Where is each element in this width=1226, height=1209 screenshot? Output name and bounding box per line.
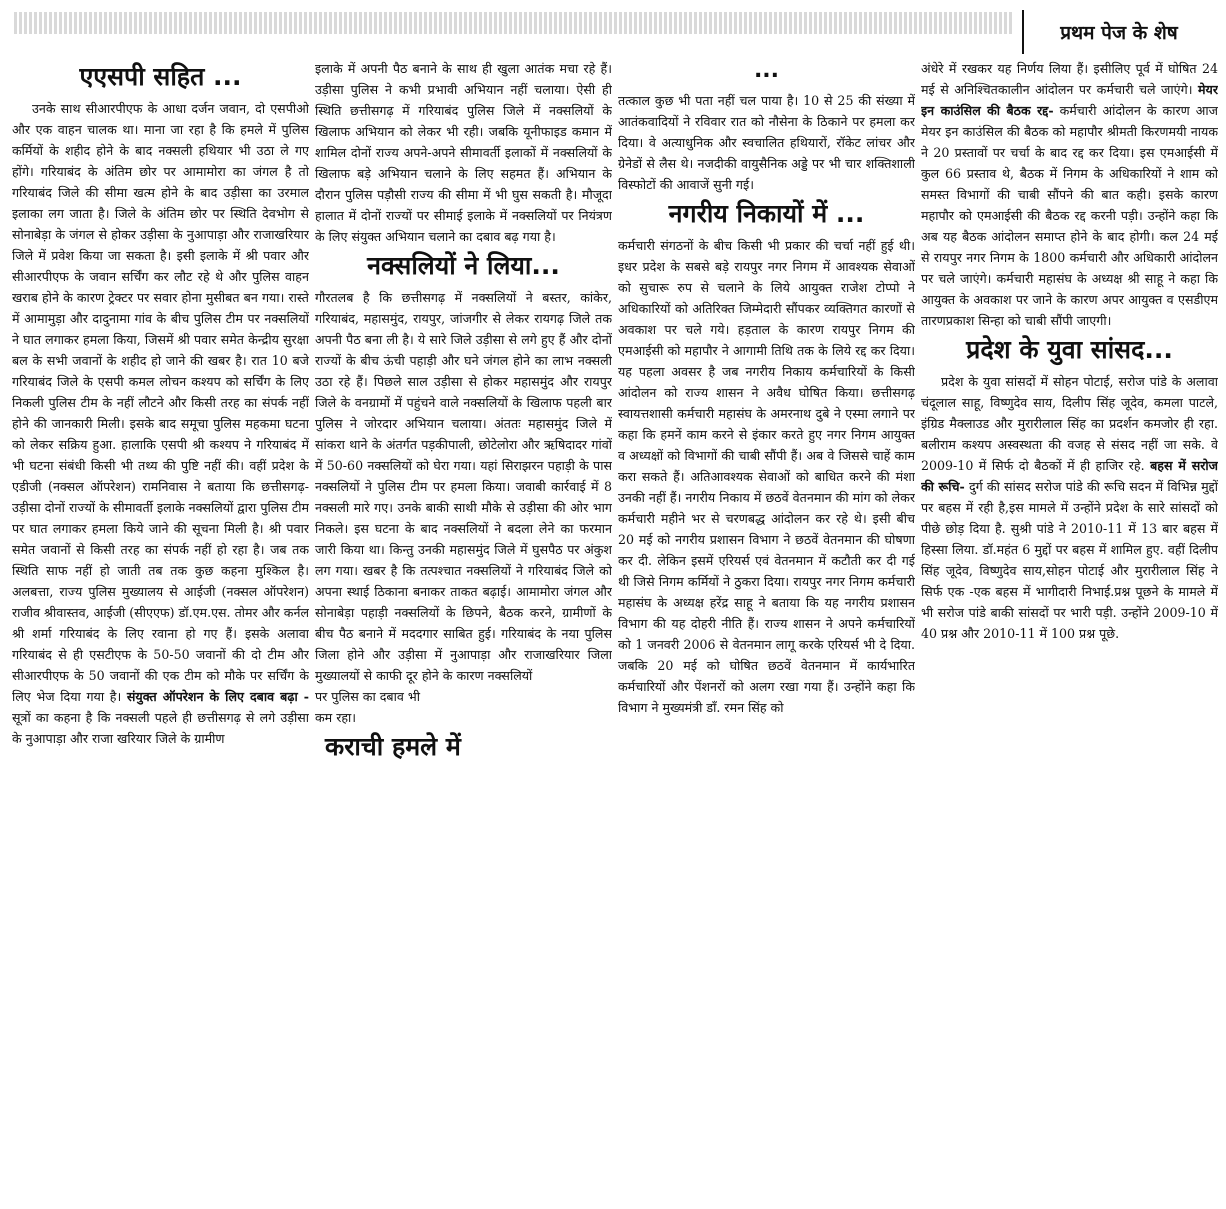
heading-pradesh-yuva-sansad: प्रदेश के युवा सांसद...	[966, 335, 1173, 364]
header-rule	[14, 12, 1014, 34]
article-nikay-body: कर्मचारी संगठनों के बीच किसी भी प्रकार की चर्चा नहीं हुई थी। इधर प्रदेश के सबसे बड़े रायपुर नगर निगम में आवश्यक सेवाओं को सुचारू रुप से चलाने के लिये आयुक्त राजेश टोप्पो ने अधिकारियों को अतिरिक्त जिम्मेदारी सौंपकर व्यक्तिगत कारणों से अवकाश पर चले गये। हड़ताल के कारण रायपुर निगम की एमआईसी को महापौर ने आगामी तिथि तक के लिये रद्द कर दिया। यह पहला अवसर है जब नगरीय निकाय कर्मचारियों के किसी आंदोलन को राज्य शासन ने अवैध घोषित किया। छत्तीसगढ़ स्वायत्तशासी कर्मचारी महासंघ के अमरनाथ दुबे ने एस्मा लगाने पर कहा कि हमनें काम करने से इंकार करते हुए नगर निगम आयुक्त व अध्यक्षों को विभागों की चाबी सौंपी हैं। अब वे जिससे चाहें काम करा सकते हैं। अतिआवश्यक सेवाओं को बाधित करने की मंशा उनकी नहीं हैं। नगरीय निकाय में छठवें वेतनमान की मांग को लेकर कर्मचारी महीने भर से चरणबद्ध आंदोलन कर रहे थे। इसी बीच 20 मई को नगरीय प्रशासन विभाग ने छठवें वेतनमान की घोषणा कर दी. लेकिन इसमें एरियर्स एवं वेतनमान में कटौती कर दी गई थी जिसे निगम कर्मियों ने ठुकरा दिया। रायपुर नगर निगम कर्मचारी महासंघ के अध्यक्ष हरेंद्र साहू ने बताया कि यह नगरीय प्रशासन विभाग की यह दोहरी नीति हैं। राज्य शासन ने अपने कर्मचारियों को 1 जनवरी 2006 से वेतनमान लागू करके एरियर्स भी दे दिया. जबकि 20 मई को घोषित छठवें वेतनमान में कार्यभारित कर्मचारियों और पेंशनरों को अलग रखा गया हैं। उन्होंने कहा कि विभाग ने मुख्यमंत्री डॉं. रमन सिंह को	[618, 238, 915, 715]
article-sansad-text-cont: दुर्ग की सांसद सरोज पांडे की रूचि सदन में विभिन्न मुद्दों पर बहस में रही है,इस मामले में उन्होंने प्रदेश के सारे सांसदों को पीछे छोड़ दिया है. सुश्री पांडे ने 2010-11 में 13 बार बहस में हिस्सा लिया. डॉ.महंत 6 मुद्दों पर बहस में शामिल हुए. वहीं दिलीप सिंह जूदेव, विष्णुदेव साय,सोहन पोटाई और मुरारीलाल सिंह ने सिर्फ एक -एक बहस में भागीदारी निभाई.प्रश्न पूछने के मामले में भी सरोज पांडे बाकी सांसदों पर भारी पड़ी. उन्होंने 2009-10 में 40 प्रश्न और 2010-11 में 100 प्रश्न पूछे.	[921, 479, 1218, 641]
heading-nagariya-nikayon: नगरीय निकायों में ...	[668, 199, 865, 228]
column-2	[315, 58, 612, 1203]
article-nikay-text: अंधेरे में रखकर यह निर्णय लिया हैं। इसीलिए पूर्व में घोषित 24 मई से अनिश्चितकालीन आंदोलन पर कर्मचारी चले जाएंगे।	[921, 61, 1218, 97]
subhead-bahas-saroj: बहस में सरोज की रूचि-	[921, 458, 1218, 494]
article-karachi-body: तत्काल कुछ भी पता नहीं चल पाया है। 10 से 25 की संख्या में आतंकवादियों ने रविवार रात को नौसेना के ठिकाने पर हमला कर दिया। वे अत्याधुनिक और स्वचालित हथियारों, रॉकेट लांचर और ग्रेनेडों से लैस थे। नजदीकी वायुसैनिक अड्डे पर भी चार शक्तिशाली विस्फोटों की आवाजें सुनी गई।	[618, 93, 915, 192]
heading-naxaliyon-ne-liya: नक्सलियों ने लिया...	[367, 251, 560, 280]
article-asp-text-cont: सूत्रों का कहना है कि नक्सली पहले ही छत्तीसगढ़ से लगे उड़ीसा के नुआपाड़ा और राजा खरियार जिले के ग्रामीण	[12, 710, 309, 746]
article-naxal-body: गौरतलब है कि छत्तीसगढ़ में नक्सलियों ने बस्तर, कांकेर, गरियाबंद, महासमुंद, रायपुर, जांजगीर से लेकर रायगढ़ जिले तक अपनी पैठ बना ली है। ये सारे जिले उड़ीसा से लगे हुए हैं और दोनों राज्यों के बीच ऊंची पहाड़ी और घने जंगल होने का लाभ नक्सली उठा रहे हैं। पिछले साल उड़ीसा से होकर महासमुंद और रायपुर जिले के वनग्रामों में पहुंचने वाले नक्सलियों के खिलाफ पहली बार पुलिस ने जोरदार अभियान चलाया। अंततः महासमुंद जिले में सांकरा थाने के अंतर्गत पड़कीपाली, छोटेलोरा और ऋषिदादर गांवों में 50-60 नक्सलियों को घेरा गया। यहां सिराझरन पहाड़ी के पास नक्सलियों ने पुलिस टीम पर हमला किया। जवाबी कार्रवाई में 8 नक्सली मारे गए। उनके बाकी साथी मौके से उड़ीसा की ओर भाग निकले। इस घटना के बाद नक्सलियों ने बदला लेने का फरमान जारी किया था। किन्तु उनकी महासमुंद जिले में घुसपैठ पर अंकुश लग गया। खबर है कि तत्पश्चात नक्सलियों ने गरियाबंद जिले को अपना स्थाई ठिकाना बनाकर ताकत बढ़ाई। आमामोरा जंगल और सोनाबेड़ा पहाड़ी नक्सलियों के छिपने, बैठक करने, ग्रामीणों के बीच पैठ बनाने में मददगार साबित हुई। गरियाबंद के नया पुलिस जिला होने और उड़ीसा में नुआपाड़ा और राजाखरियार जिला मुख्यालयों से काफी दूर होने के कारण नक्सलियों	[315, 290, 612, 683]
article-asp-text: उनके साथ सीआरपीएफ के आधा दर्जन जवान, दो एसपीओ और एक वाहन चालक था। माना जा रहा है कि हमले में पुलिस कर्मियों के शहीद होने के बाद नक्सली हथियार भी उठा ले गए होंगे। गरियाबंद के अंतिम छोर पर आमामोरा का जंगल है तो गरियाबंद जिले की सीमा खत्म होने के बाद उड़ीसा का उरमाल इलाका लग जाता है। जिले के अंतिम छोर पर स्थिति देवभोग से सोनाबेड़ा के जंगल से होकर उड़ीसा के नुआपाड़ा और राजाखरियार जिले में प्रवेश किया जा सकता है। इसी इलाके में श्री पवार और सीआरपीएफ के जवान सर्चिंग कर लौट रहे थे और पुलिस वाहन खराब होने के कारण ट्रेक्टर पर सवार होना मुसीबत बन गया। रास्ते में आमामुड़ा और दादुनामा गांव के बीच पुलिस टीम पर नक्सलियों ने घात लगाकर हमला किया, जिसमें श्री पवार समेत केन्द्रीय सुरक्षा बल के सभी जवानों के शहीद हो जाने की खबर है। रात 10 बजे गरियाबंद जिले के एसपी कमल लोचन कश्यप को सर्चिंग के लिए निकली पुलिस टीम के नहीं लौटने और किसी तरह का संपर्क नहीं होने की जानकारी मिली। इसके बाद समूचा पुलिस महकमा घटना को लेकर सक्रिय हुआ. हालाकि एसपी श्री कश्यप ने गरियाबंद में भी घटना संबंधी किसी भी तथ्य की पुष्टि नहीं की। वहीं प्रदेश के एडीजी (नक्सल ऑपरेशन) रामनिवास ने बताया कि छत्तीसगढ़-उड़ीसा दोनों राज्यों के सीमावर्ती इलाके नक्सलियों द्वारा पुलिस टीम पर घात लगाकर हमला किये जाने की सूचना मिली है। श्री पवार समेत जवानों से किसी तरह का संपर्क नहीं हो रहा है। जब तक स्थिति साफ नहीं हो जाती तब तक कुछ कहना मुश्किल है। अलबत्ता, राज्य पुलिस मुख्यालय से आईजी (नक्सल ऑपरेशन) राजीव श्रीवास्तव, आईजी (सीएएफ) डॉ.एम.एस. तोमर और कर्नल श्री शर्मा गरियाबंद के लिए रवाना हो गए हैं। इसके अलावा गरियाबंद से ही एसटीएफ के 50-50 जवानों की दो टीम और सीआरपीएफ के 50 जवानों की एक टीम को मौके पर सर्चिंग के लिए भेज दिया गया है।	[12, 101, 309, 704]
article-naxal-tail-1: पर पुलिस का दबाव भी	[315, 689, 420, 704]
article-columns	[12, 58, 1218, 1203]
column-3	[618, 58, 915, 1203]
article-naxal-tail-2: कम रहा।	[315, 710, 357, 725]
section-banner	[1022, 10, 1214, 54]
article-mayor-text: कर्मचारी आंदोलन के कारण आज मेयर इन काउंसिल की बैठक को महापौर श्रीमती किरणमयी नायक ने 20 प्रस्तावों पर चर्चा के बाद रद्द कर दिया। इस एमआईसी में कुल 66 प्रस्ताव थे, बैठक में निगम के अधिकारियों ने शाम को समस्त विभागों की चाबी सौंपने की बात कही। इसके कारण महापौर को एमआईसी की बैठक रद्द करनी पड़ी। उन्होंने कहा कि अब यह बैठक आंदोलन समाप्त होने के बाद होगी। कल 24 मई से रायपुर नगर निगम के 1800 कर्मचारी और अधिकारी आंदोलन पर चले जाएंगे। कर्मचारी महासंघ के अध्यक्ष श्री साहू ने कहा कि आयुक्त के अवकाश पर जाने के कारण अपर आयुक्त व एसडीएम तारणप्रकाश सिन्हा को चाबी सौंपी जाएगी।	[921, 103, 1218, 328]
article-nikay-continued	[921, 58, 1218, 331]
continuation-dots: ...	[753, 58, 780, 83]
article-asp-body	[12, 98, 309, 749]
subhead-mayor-council: मेयर इन काउंसिल की बैठक रद्द-	[921, 82, 1218, 118]
column-1	[12, 58, 309, 1203]
article-asp-continued: इलाके में अपनी पैठ बनाने के साथ ही खुला आतंक मचा रहे हैं। उड़ीसा पुलिस ने कभी प्रभावी अभियान नहीं चलाया। ऐसी ही स्थिति छत्तीसगढ़ में गरियाबंद पुलिस जिले में नक्सलियों के खिलाफ अभियान को लेकर भी रही। जबकि यूनीफाइड कमान में शामिल दोनों राज्य अपने-अपने सीमावर्ती इलाकों में नक्सलियों के खिलाफ बड़े अभियान चलाने के लिए सहमत हैं। अभियान के दौरान पुलिस पड़ौसी राज्य की सीमा में भी घुस सकती है। मौजूदा हालात में दोनों राज्यों पर सीमाई इलाके में नक्सलियों पर नियंत्रण के लिए संयुक्त अभियान चलाने का दबाव बढ़ गया है।	[315, 61, 612, 244]
column-4	[921, 58, 1218, 1203]
article-sansad-body	[921, 371, 1218, 644]
article-sansad-text: प्रदेश के युवा सांसदों में सोहन पोटाई, सरोज पांडे के अलावा चंदूलाल साहू, विष्णुदेव साय, दिलीप सिंह जूदेव, कमला पाटले, इंग्रिड मैक्लाउड और मुरारीलाल सिंह का प्रदर्शन कमजोर ही रहा. बलीराम कश्यप अस्वस्थता की वजह से संसद नहीं जा सके. वे 2009-10 में सिर्फ दो बैठकों में ही हाजिर रहे.	[921, 374, 1218, 473]
heading-asp-sahit: एएसपी सहित ...	[79, 62, 242, 91]
section-label: प्रथम पेज के शेष	[1060, 22, 1178, 44]
subhead-sanyukt-operation: संयुक्त ऑपरेशन के लिए दबाव बढ़ा -	[126, 689, 309, 704]
heading-karachi-hamle-mein: कराची हमले में	[325, 732, 461, 761]
